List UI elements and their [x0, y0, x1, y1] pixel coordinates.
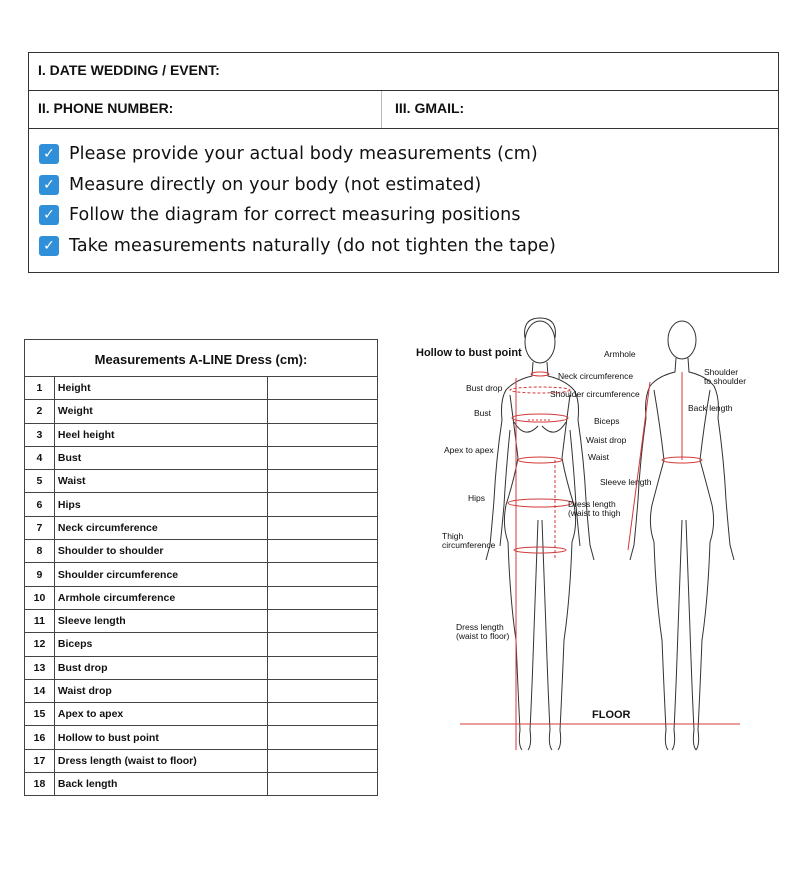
- measurement-input-cell[interactable]: [268, 773, 378, 796]
- row-number: 17: [25, 749, 55, 772]
- date-label: I. DATE WEDDING / EVENT:: [38, 62, 220, 78]
- table-header-row: [25, 340, 378, 377]
- row-number: 14: [25, 679, 55, 702]
- label-bust: Bust: [474, 408, 492, 418]
- measurement-input-cell[interactable]: [268, 633, 378, 656]
- row-label: Shoulder to shoulder: [54, 540, 267, 563]
- gmail-label: III. GMAIL:: [395, 100, 465, 116]
- instruction-item: [39, 139, 556, 170]
- label-dress-length-thigh: Dress length (waist to thigh: [568, 499, 621, 518]
- table-row: [25, 633, 378, 656]
- row-label: Waist: [54, 470, 267, 493]
- row-number: 9: [25, 563, 55, 586]
- label-neck-circumference: Neck circumference: [558, 371, 634, 381]
- instruction-text: Take measurements naturally (do not tighten the tape): [69, 235, 556, 256]
- measurement-input-cell[interactable]: [268, 609, 378, 632]
- date-field[interactable]: [29, 53, 778, 91]
- table-row: [25, 540, 378, 563]
- check-box-icon: ✓: [39, 236, 59, 256]
- check-box-icon: ✓: [39, 144, 59, 164]
- row-label: Dress length (waist to floor): [54, 749, 267, 772]
- row-number: 1: [25, 377, 55, 400]
- row-number: 12: [25, 633, 55, 656]
- back-left-leg-inner: [672, 520, 682, 750]
- label-shoulder-circumference: Shoulder circumference: [550, 389, 640, 399]
- table-row: [25, 726, 378, 749]
- measurements-table: [24, 339, 378, 796]
- label-armhole: Armhole: [604, 349, 636, 359]
- instruction-text: Please provide your actual body measurements (cm): [69, 144, 538, 165]
- measurement-input-cell[interactable]: [268, 679, 378, 702]
- measurement-input-cell[interactable]: [268, 703, 378, 726]
- measurement-input-cell[interactable]: [268, 726, 378, 749]
- row-label: Waist drop: [54, 679, 267, 702]
- table-row: [25, 516, 378, 539]
- table-row: [25, 773, 378, 796]
- neck-measure-line: [531, 372, 549, 376]
- contact-row: [29, 91, 778, 129]
- label-sleeve-length: Sleeve length: [600, 477, 652, 487]
- instructions-list: [39, 139, 556, 261]
- front-head-shape: [525, 321, 555, 363]
- label-dress-length-floor: Dress length (waist to floor): [456, 622, 510, 641]
- table-row: [25, 703, 378, 726]
- back-left-arm: [630, 418, 646, 560]
- row-number: 3: [25, 423, 55, 446]
- back-right-leg-outer: [696, 542, 710, 750]
- front-figure: [486, 318, 594, 750]
- measurement-input-cell[interactable]: [268, 400, 378, 423]
- sleeve-length-line: [628, 382, 650, 550]
- row-label: Height: [54, 377, 267, 400]
- measurement-input-cell[interactable]: [268, 377, 378, 400]
- row-number: 11: [25, 609, 55, 632]
- measurement-diagram: [410, 310, 790, 770]
- measure-lines: [460, 372, 740, 750]
- hips-measure-line: [508, 499, 572, 507]
- front-left-bust: [514, 422, 538, 432]
- label-waist-drop: Waist drop: [586, 435, 627, 445]
- measurement-input-cell[interactable]: [268, 516, 378, 539]
- table-row: [25, 423, 378, 446]
- row-number: 4: [25, 446, 55, 469]
- row-label: Heel height: [54, 423, 267, 446]
- measurement-input-cell[interactable]: [268, 470, 378, 493]
- measurement-input-cell[interactable]: [268, 586, 378, 609]
- front-right-leg-outer: [558, 542, 572, 750]
- front-left-leg-inner: [528, 520, 538, 750]
- back-head-shape: [668, 321, 696, 359]
- label-hips: Hips: [468, 493, 486, 503]
- table-title: Measurements A-LINE Dress (cm):: [25, 340, 378, 377]
- back-right-arm: [718, 418, 734, 560]
- measurement-input-cell[interactable]: [268, 656, 378, 679]
- row-label: Biceps: [54, 633, 267, 656]
- label-thigh-circumference: Thigh circumference: [442, 531, 496, 550]
- phone-label: II. PHONE NUMBER:: [38, 100, 174, 116]
- gmail-field[interactable]: [395, 91, 464, 128]
- table-row: [25, 470, 378, 493]
- label-waist: Waist: [588, 452, 609, 462]
- row-number: 16: [25, 726, 55, 749]
- label-shoulder-to-shoulder: Shoulder to shoulder: [704, 367, 747, 386]
- check-box-icon: ✓: [39, 205, 59, 225]
- front-right-leg-inner: [542, 520, 552, 750]
- table-row: [25, 563, 378, 586]
- table-row: [25, 493, 378, 516]
- row-number: 8: [25, 540, 55, 563]
- row-number: 5: [25, 470, 55, 493]
- table-row: [25, 609, 378, 632]
- row-number: 13: [25, 656, 55, 679]
- row-number: 10: [25, 586, 55, 609]
- row-label: Weight: [54, 400, 267, 423]
- instruction-item: [39, 200, 556, 231]
- front-left-shoulder: [502, 362, 534, 420]
- thigh-measure-line: [514, 547, 566, 553]
- label-biceps: Biceps: [594, 416, 620, 426]
- label-hollow-to-bust-point: Hollow to bust point: [416, 347, 522, 359]
- measurement-input-cell[interactable]: [268, 749, 378, 772]
- measurement-input-cell[interactable]: [268, 563, 378, 586]
- order-info-box: [28, 52, 779, 273]
- row-label: Shoulder circumference: [54, 563, 267, 586]
- back-left-leg-outer: [654, 542, 668, 750]
- label-back-length: Back length: [688, 403, 733, 413]
- row-label: Hollow to bust point: [54, 726, 267, 749]
- check-box-icon: ✓: [39, 175, 59, 195]
- row-label: Neck circumference: [54, 516, 267, 539]
- label-floor: FLOOR: [592, 709, 631, 721]
- label-bust-drop: Bust drop: [466, 383, 503, 393]
- row-label: Sleeve length: [54, 609, 267, 632]
- back-left-torso: [650, 390, 664, 542]
- table-row: [25, 586, 378, 609]
- table-row: [25, 400, 378, 423]
- row-label: Armhole circumference: [54, 586, 267, 609]
- table-row: [25, 656, 378, 679]
- table-row: [25, 749, 378, 772]
- table-row: [25, 679, 378, 702]
- measurement-input-cell[interactable]: [268, 423, 378, 446]
- measurement-input-cell[interactable]: [268, 446, 378, 469]
- row-number: 7: [25, 516, 55, 539]
- bust-measure-line: [512, 414, 568, 422]
- phone-field[interactable]: [29, 91, 382, 128]
- row-number: 18: [25, 773, 55, 796]
- measurement-input-cell[interactable]: [268, 540, 378, 563]
- back-left-shoulder: [646, 358, 677, 418]
- row-number: 15: [25, 703, 55, 726]
- label-apex-to-apex: Apex to apex: [444, 445, 494, 455]
- instruction-text: Follow the diagram for correct measuring positions: [69, 205, 521, 226]
- row-label: Apex to apex: [54, 703, 267, 726]
- instruction-item: [39, 170, 556, 201]
- instruction-item: [39, 231, 556, 262]
- front-right-bust: [542, 422, 566, 432]
- row-number: 6: [25, 493, 55, 516]
- row-label: Bust: [54, 446, 267, 469]
- front-left-leg-outer: [508, 542, 522, 750]
- instruction-text: Measure directly on your body (not estimated): [69, 174, 482, 195]
- row-label: Hips: [54, 493, 267, 516]
- table-row: [25, 446, 378, 469]
- row-number: 2: [25, 400, 55, 423]
- back-right-leg-inner: [686, 520, 696, 750]
- measurement-input-cell[interactable]: [268, 493, 378, 516]
- row-label: Back length: [54, 773, 267, 796]
- row-label: Bust drop: [54, 656, 267, 679]
- table-row: [25, 377, 378, 400]
